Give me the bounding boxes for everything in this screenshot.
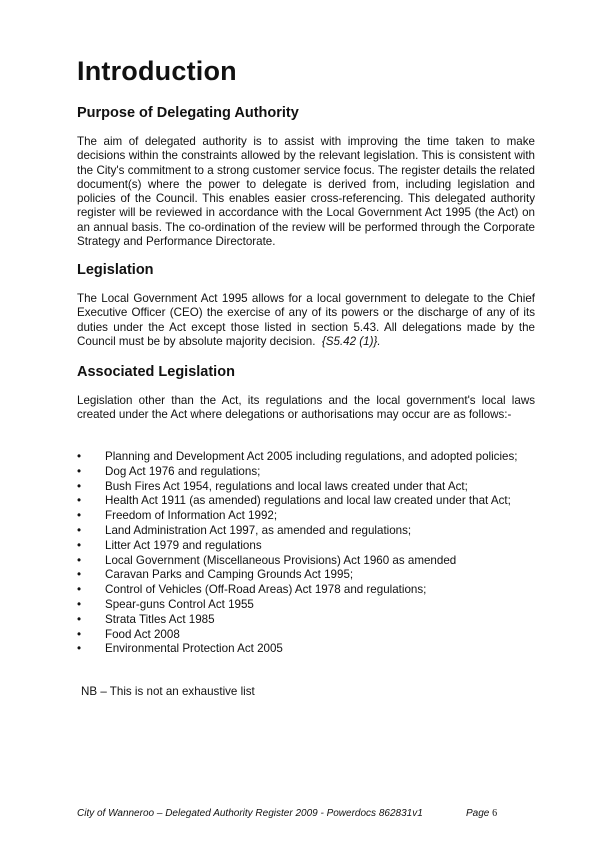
section-heading-purpose: Purpose of Delegating Authority — [77, 105, 299, 121]
section-heading-legislation: Legislation — [77, 262, 154, 278]
bullet-icon: • — [77, 538, 82, 552]
footer-text: City of Wanneroo – Delegated Authority Register 2009 - Powerdocs 862831v1 — [77, 808, 423, 819]
list-item — [77, 598, 537, 613]
list-item-text: Strata Titles Act 1985 — [105, 612, 215, 626]
list-item — [77, 613, 537, 628]
list-item — [77, 554, 537, 569]
bullet-icon: • — [77, 450, 82, 463]
list-item-text: Local Government (Miscellaneous Provisions) Act 1960 as amended — [105, 553, 457, 567]
bullet-icon: • — [77, 494, 82, 508]
list-item — [77, 628, 537, 643]
bullet-icon: • — [77, 464, 82, 478]
legislation-list — [77, 450, 537, 657]
list-item — [77, 494, 537, 509]
paragraph-legislation — [77, 292, 535, 349]
paragraph-associated: Legislation other than the Act, its regulations and the local government's local laws created under the Act where delegations or authorisations may occur are as follows:- — [77, 394, 535, 422]
list-item — [77, 450, 537, 465]
bullet-icon: • — [77, 479, 82, 493]
list-item-text: Health Act 1911 (as amended) regulations and local law created under that Act; — [105, 494, 511, 508]
bullet-icon: • — [77, 523, 82, 537]
section-heading-associated: Associated Legislation — [77, 364, 235, 380]
bullet-icon: • — [77, 597, 82, 611]
list-item — [77, 583, 537, 598]
page-number-value: 6 — [492, 808, 498, 819]
list-item-text: Spear-guns Control Act 1955 — [105, 597, 254, 611]
bullet-icon: • — [77, 627, 82, 641]
page-number — [466, 808, 497, 819]
page-label: Page — [466, 808, 490, 819]
list-item — [77, 509, 537, 524]
bullet-icon: • — [77, 583, 82, 597]
bullet-icon: • — [77, 642, 82, 656]
bullet-icon: • — [77, 612, 82, 626]
paragraph-purpose: The aim of delegated authority is to assist with improving the time taken to make decisions within the constraints allowed by the relevant legislation. This is consistent with the City's commitment to a strong customer service focus. The register details the related document(s) where the power to delegate is derived from, including legislation and policies of the Council. This enables easier cross-referencing. This delegated authority register will be reviewed in accordance with the Local Government Act 1995 (the Act) on an annual basis. The co-ordination of the review will be performed through the Corporate Strategy and Performance Directorate. — [77, 135, 535, 249]
list-item-text: Bush Fires Act 1954, regulations and local laws created under that Act; — [105, 479, 468, 493]
note-text: NB – This is not an exhaustive list — [81, 685, 255, 698]
list-item — [77, 568, 537, 583]
list-item — [77, 480, 537, 495]
list-item-text: Caravan Parks and Camping Grounds Act 1995; — [105, 568, 354, 582]
list-item — [77, 642, 537, 657]
list-item — [77, 465, 537, 480]
list-item — [77, 524, 537, 539]
list-item-text: Litter Act 1979 and regulations — [105, 538, 262, 552]
list-item-text: Freedom of Information Act 1992; — [105, 509, 278, 523]
section-reference: {S5.42 (1)}. — [321, 334, 381, 348]
legislation-text: The Local Government Act 1995 allows for a local government to delegate to the Chief Executive Officer (CEO) the exercise of any of its powers or the discharge of any of its duties under the Act except those listed in section 5.43. All delegations made by the Council must be by absolute majority decision. — [77, 292, 535, 348]
bullet-icon: • — [77, 553, 82, 567]
list-item-text: Land Administration Act 1997, as amended and regulations; — [105, 523, 412, 537]
bullet-icon: • — [77, 568, 82, 582]
list-item-text: Food Act 2008 — [105, 627, 180, 641]
page-title: Introduction — [77, 56, 237, 86]
list-item — [77, 539, 537, 554]
list-item-text: Dog Act 1976 and regulations; — [105, 464, 261, 478]
list-item-text: Planning and Development Act 2005 including regulations, and adopted policies; — [105, 450, 518, 463]
list-item-text: Environmental Protection Act 2005 — [105, 642, 283, 656]
list-item-text: Control of Vehicles (Off-Road Areas) Act 1978 and regulations; — [105, 583, 427, 597]
bullet-icon: • — [77, 509, 82, 523]
